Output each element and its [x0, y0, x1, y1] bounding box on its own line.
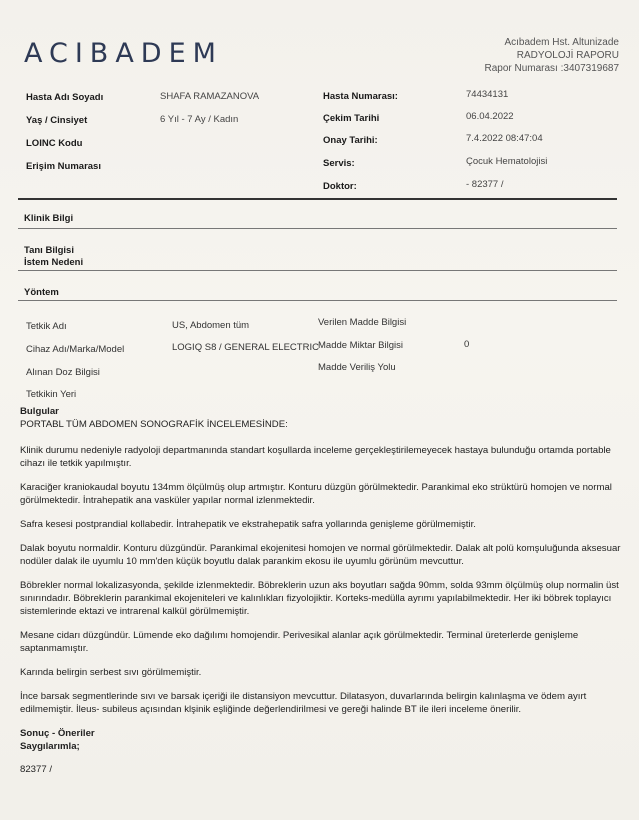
findings-heading: Bulgular — [20, 406, 59, 417]
findings-paragraph: Karaciğer kraniokaudal boyutu 134mm ölçülmüş olup artmıştır. Konturu düzgün görülmektedir. Parankimal eko strüktürü homojen ve normal görülmektedir. İntrahepatik ana vasküler yapılar normal izlenmektedir. — [20, 482, 612, 506]
age-gender-label: Yaş / Cinsiyet — [26, 115, 88, 126]
shoot-date-label: Çekim Tarihi — [323, 113, 380, 124]
loinc-label: LOINC Kodu — [26, 138, 83, 149]
findings-paragraph: Dalak boyutu normaldir. Konturu düzgündür. Parankimal ekojenitesi homojen ve normal görülmektedir. Dalak alt polü komşuluğunda aksesuar nodüler dalak ile uyumlu 10 mm'den küçük boyutlu dalak parankim ekosu ile uyumlu görünüm mevcuttur. — [20, 543, 621, 567]
divider — [18, 300, 617, 301]
signature: 82377 / — [20, 764, 53, 775]
report-type: RADYOLOJİ RAPORU — [516, 50, 619, 61]
diagnosis-heading: Tanı Bilgisi — [24, 245, 74, 256]
divider — [18, 198, 617, 200]
patient-number-value: 74434131 — [466, 89, 509, 100]
findings-paragraph: Mesane cidarı düzgündür. Lümende eko dağılımı homojendir. Perivesikal alanlar açık görülmektedir. Terminal üreterlerde genişleme saptanmamıştır. — [20, 630, 579, 654]
approve-date-value: 7.4.2022 08:47:04 — [466, 133, 543, 144]
doctor-label: Doktor: — [323, 181, 357, 192]
findings-subtitle: PORTABL TÜM ABDOMEN SONOGRAFİK İNCELEMESİNDE: — [20, 419, 288, 430]
service-label: Servis: — [323, 158, 355, 169]
substance-label: Verilen Madde Bilgisi — [318, 317, 407, 328]
method-heading: Yöntem — [24, 287, 59, 298]
amount-label: Madde Miktar Bilgisi — [318, 340, 403, 351]
dose-label: Alınan Doz Bilgisi — [26, 367, 100, 378]
findings-paragraph: Karında belirgin serbest sıvı görülmemiştir. — [20, 667, 202, 678]
patient-name-value: SHAFA RAMAZANOVA — [160, 91, 260, 102]
device-label: Cihaz Adı/Marka/Model — [26, 344, 125, 355]
report-number: Rapor Numarası :3407319687 — [484, 63, 619, 74]
doctor-value: - 82377 / — [466, 179, 504, 190]
shoot-date-value: 06.04.2022 — [466, 111, 514, 122]
findings-paragraph: Klinik durumu nedeniyle radyoloji departmanında standart koşullarda inceleme gerçekleştirilemeyecek hastaya bulunduğu ortamda portable cihazı ile tetkik yapılmıştır. — [20, 445, 611, 469]
findings-paragraph: Safra kesesi postprandial kollabedir. İntrahepatik ve ekstrahepatik safra yollarında genişleme görülmemiştir. — [20, 519, 476, 530]
service-value: Çocuk Hematolojisi — [466, 156, 548, 167]
approve-date-label: Onay Tarihi: — [323, 135, 378, 146]
patient-number-label: Hasta Numarası: — [323, 91, 398, 102]
divider — [18, 228, 617, 229]
divider — [18, 270, 617, 271]
findings-section — [20, 405, 621, 776]
findings-paragraph: Böbrekler normal lokalizasyonda, şekilde izlenmektedir. Böbreklerin uzun aks boyutları sağda 90mm, solda 93mm ölçülmüş olup normalin üst sınırındadır. Böbreklerin parankimal ekojeniteleri ve kalınlıkları fizyolojiktir. Korteks-medülla ayrımı yapılabilmektedir. Her iki böbrek toplayıcı sistemlerinde ektazi ve intrarenal kalkül görülmemiştir. — [20, 580, 619, 617]
regards-text: Saygılarımla; — [20, 741, 80, 752]
route-label: Madde Veriliş Yolu — [318, 362, 396, 373]
acibadem-logo: ACIBADEM — [24, 38, 223, 69]
device-value: LOGIQ S8 / GENERAL ELECTRIC — [172, 342, 319, 353]
hospital-name: Acıbadem Hst. Altunizade — [504, 37, 619, 48]
test-place-label: Tetkikin Yeri — [26, 389, 77, 400]
conclusion-heading: Sonuç - Öneriler — [20, 728, 95, 739]
test-name-value: US, Abdomen tüm — [172, 320, 250, 331]
clinical-info-heading: Klinik Bilgi — [24, 213, 74, 224]
report-header-info — [484, 36, 619, 75]
request-reason-heading: İstem Nedeni — [24, 257, 84, 268]
age-gender-value: 6 Yıl - 7 Ay / Kadın — [160, 114, 239, 125]
patient-name-label: Hasta Adı Soyadı — [26, 92, 104, 103]
amount-value: 0 — [464, 339, 470, 350]
test-name-label: Tetkik Adı — [26, 321, 67, 332]
findings-paragraph: İnce barsak segmentlerinde sıvı ve barsak içeriği ile distansiyon mevcuttur. Dilatasyon, duvarlarında belirgin kalınlaşma ve ödem ayırt edilmemiştir. İleus- subileus açısından klşinik eşliğinde değerlendirilmesi ve gereği halinde BT ile ileri inceleme önerilir. — [20, 691, 587, 715]
access-number-label: Erişim Numarası — [26, 161, 101, 172]
